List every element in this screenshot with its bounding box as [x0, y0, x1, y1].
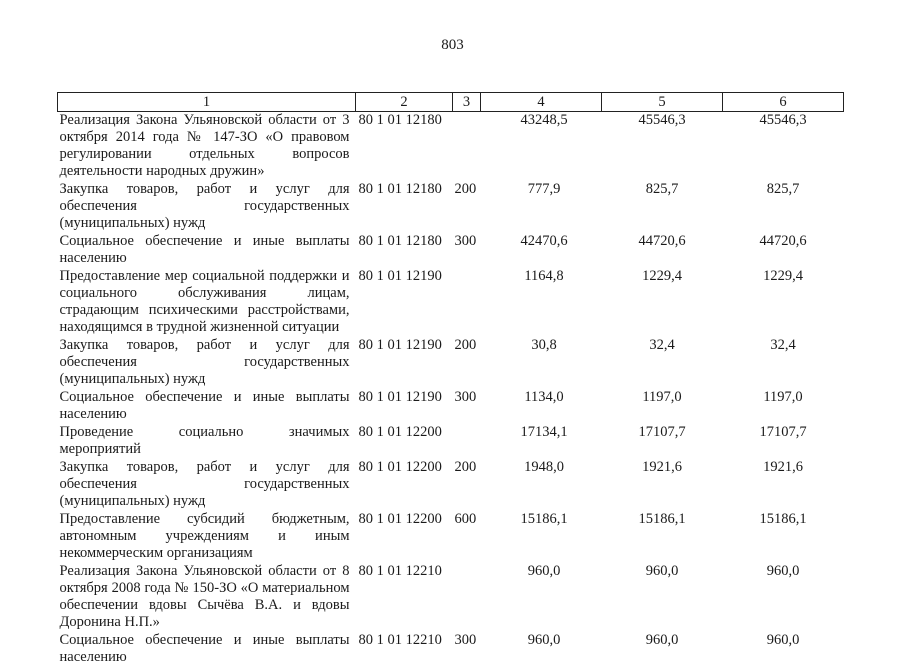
table-row — [58, 562, 844, 631]
row-value-6: 960,0 — [766, 563, 800, 579]
row-expense-type: 600 — [454, 511, 477, 527]
row-code: 80 1 01 12190 — [358, 268, 442, 284]
row-name: Социальное обеспечение и иные выплаты населению — [59, 389, 350, 422]
row-expense-type — [453, 267, 481, 336]
row-value-5: 1229,4 — [642, 268, 682, 284]
row-expense-type — [453, 423, 481, 458]
row-code: 80 1 01 12210 — [358, 632, 442, 648]
row-value-4: 777,9 — [527, 181, 561, 197]
row-value-6: 45546,3 — [759, 112, 807, 128]
row-code: 80 1 01 12190 — [358, 337, 442, 353]
row-value-5: 32,4 — [649, 337, 675, 353]
row-name: Предоставление субсидий бюджетным, автономным учреждениям и иным некоммерческим организациям — [59, 511, 350, 561]
row-name: Реализация Закона Ульяновской области от 8 октября 2008 года № 150-ЗО «О материальном обеспечении вдовы Сычёва В.А. и вдовы Доронина Н.П.» — [59, 563, 350, 630]
row-value-4: 960,0 — [527, 632, 561, 648]
row-name: Закупка товаров, работ и услуг для обеспечения государственных (муниципальных) нужд — [59, 337, 350, 387]
row-code: 80 1 01 12200 — [358, 424, 442, 440]
row-name: Социальное обеспечение и иные выплаты населению — [59, 233, 350, 266]
row-code: 80 1 01 12180 — [358, 112, 442, 128]
table-row — [58, 631, 844, 666]
row-value-4: 1134,0 — [524, 389, 564, 405]
table-row — [58, 458, 844, 510]
row-value-5: 1197,0 — [642, 389, 682, 405]
column-header-6: 6 — [723, 93, 844, 112]
row-value-4: 960,0 — [527, 563, 561, 579]
row-expense-type: 200 — [454, 181, 477, 197]
row-name: Предоставление мер социальной поддержки и социального обслуживания лицам, страдающим психическими расстройствами, находящимся в трудной жизненной ситуации — [59, 268, 350, 335]
row-value-6: 15186,1 — [759, 511, 807, 527]
row-code: 80 1 01 12180 — [358, 233, 442, 249]
row-name: Закупка товаров, работ и услуг для обеспечения государственных (муниципальных) нужд — [59, 181, 350, 231]
table-row — [58, 510, 844, 562]
row-value-5: 960,0 — [645, 563, 679, 579]
row-expense-type: 200 — [454, 459, 477, 475]
table-row — [58, 180, 844, 232]
column-header-3: 3 — [453, 93, 481, 112]
row-expense-type: 200 — [454, 337, 477, 353]
table-row — [58, 423, 844, 458]
row-code: 80 1 01 12200 — [358, 511, 442, 527]
row-value-5: 44720,6 — [638, 233, 686, 249]
table-row — [58, 267, 844, 336]
column-header-5: 5 — [602, 93, 723, 112]
row-code: 80 1 01 12200 — [358, 459, 442, 475]
row-expense-type — [453, 112, 481, 181]
row-value-4: 17134,1 — [520, 424, 568, 440]
row-name: Социальное обеспечение и иные выплаты населению — [59, 632, 350, 665]
row-value-5: 45546,3 — [638, 112, 686, 128]
table-row — [58, 112, 844, 181]
row-name: Проведение социально значимых мероприятий — [59, 424, 350, 457]
row-value-5: 960,0 — [645, 632, 679, 648]
row-value-4: 42470,6 — [520, 233, 568, 249]
row-value-5: 1921,6 — [642, 459, 682, 475]
row-value-4: 15186,1 — [520, 511, 568, 527]
row-name: Реализация Закона Ульяновской области от 3 октября 2014 года № 147-ЗО «О правовом регулировании отдельных вопросов деятельности народных дружин» — [59, 112, 350, 179]
row-value-4: 1948,0 — [524, 459, 564, 475]
row-expense-type: 300 — [454, 389, 477, 405]
row-value-6: 44720,6 — [759, 233, 807, 249]
row-value-5: 17107,7 — [638, 424, 686, 440]
row-value-6: 1921,6 — [763, 459, 803, 475]
page-number: 803 — [441, 37, 464, 53]
row-value-6: 825,7 — [766, 181, 800, 197]
row-value-4: 1164,8 — [524, 268, 564, 284]
row-code: 80 1 01 12180 — [358, 181, 442, 197]
row-value-4: 30,8 — [531, 337, 557, 353]
row-value-6: 17107,7 — [759, 424, 807, 440]
budget-table — [57, 92, 844, 666]
row-code: 80 1 01 12210 — [358, 563, 442, 579]
table-row — [58, 388, 844, 423]
row-value-6: 1229,4 — [763, 268, 803, 284]
row-value-4: 43248,5 — [520, 112, 568, 128]
row-value-6: 32,4 — [770, 337, 796, 353]
column-header-4: 4 — [481, 93, 602, 112]
table-row — [58, 336, 844, 388]
table-header-row — [58, 93, 844, 112]
row-value-5: 15186,1 — [638, 511, 686, 527]
row-expense-type — [453, 562, 481, 631]
table-row — [58, 232, 844, 267]
row-value-6: 960,0 — [766, 632, 800, 648]
column-header-1: 1 — [58, 93, 356, 112]
row-name: Закупка товаров, работ и услуг для обеспечения государственных (муниципальных) нужд — [59, 459, 350, 509]
row-value-6: 1197,0 — [763, 389, 803, 405]
row-code: 80 1 01 12190 — [358, 389, 442, 405]
row-value-5: 825,7 — [645, 181, 679, 197]
row-expense-type: 300 — [454, 632, 477, 648]
column-header-2: 2 — [356, 93, 453, 112]
row-expense-type: 300 — [454, 233, 477, 249]
